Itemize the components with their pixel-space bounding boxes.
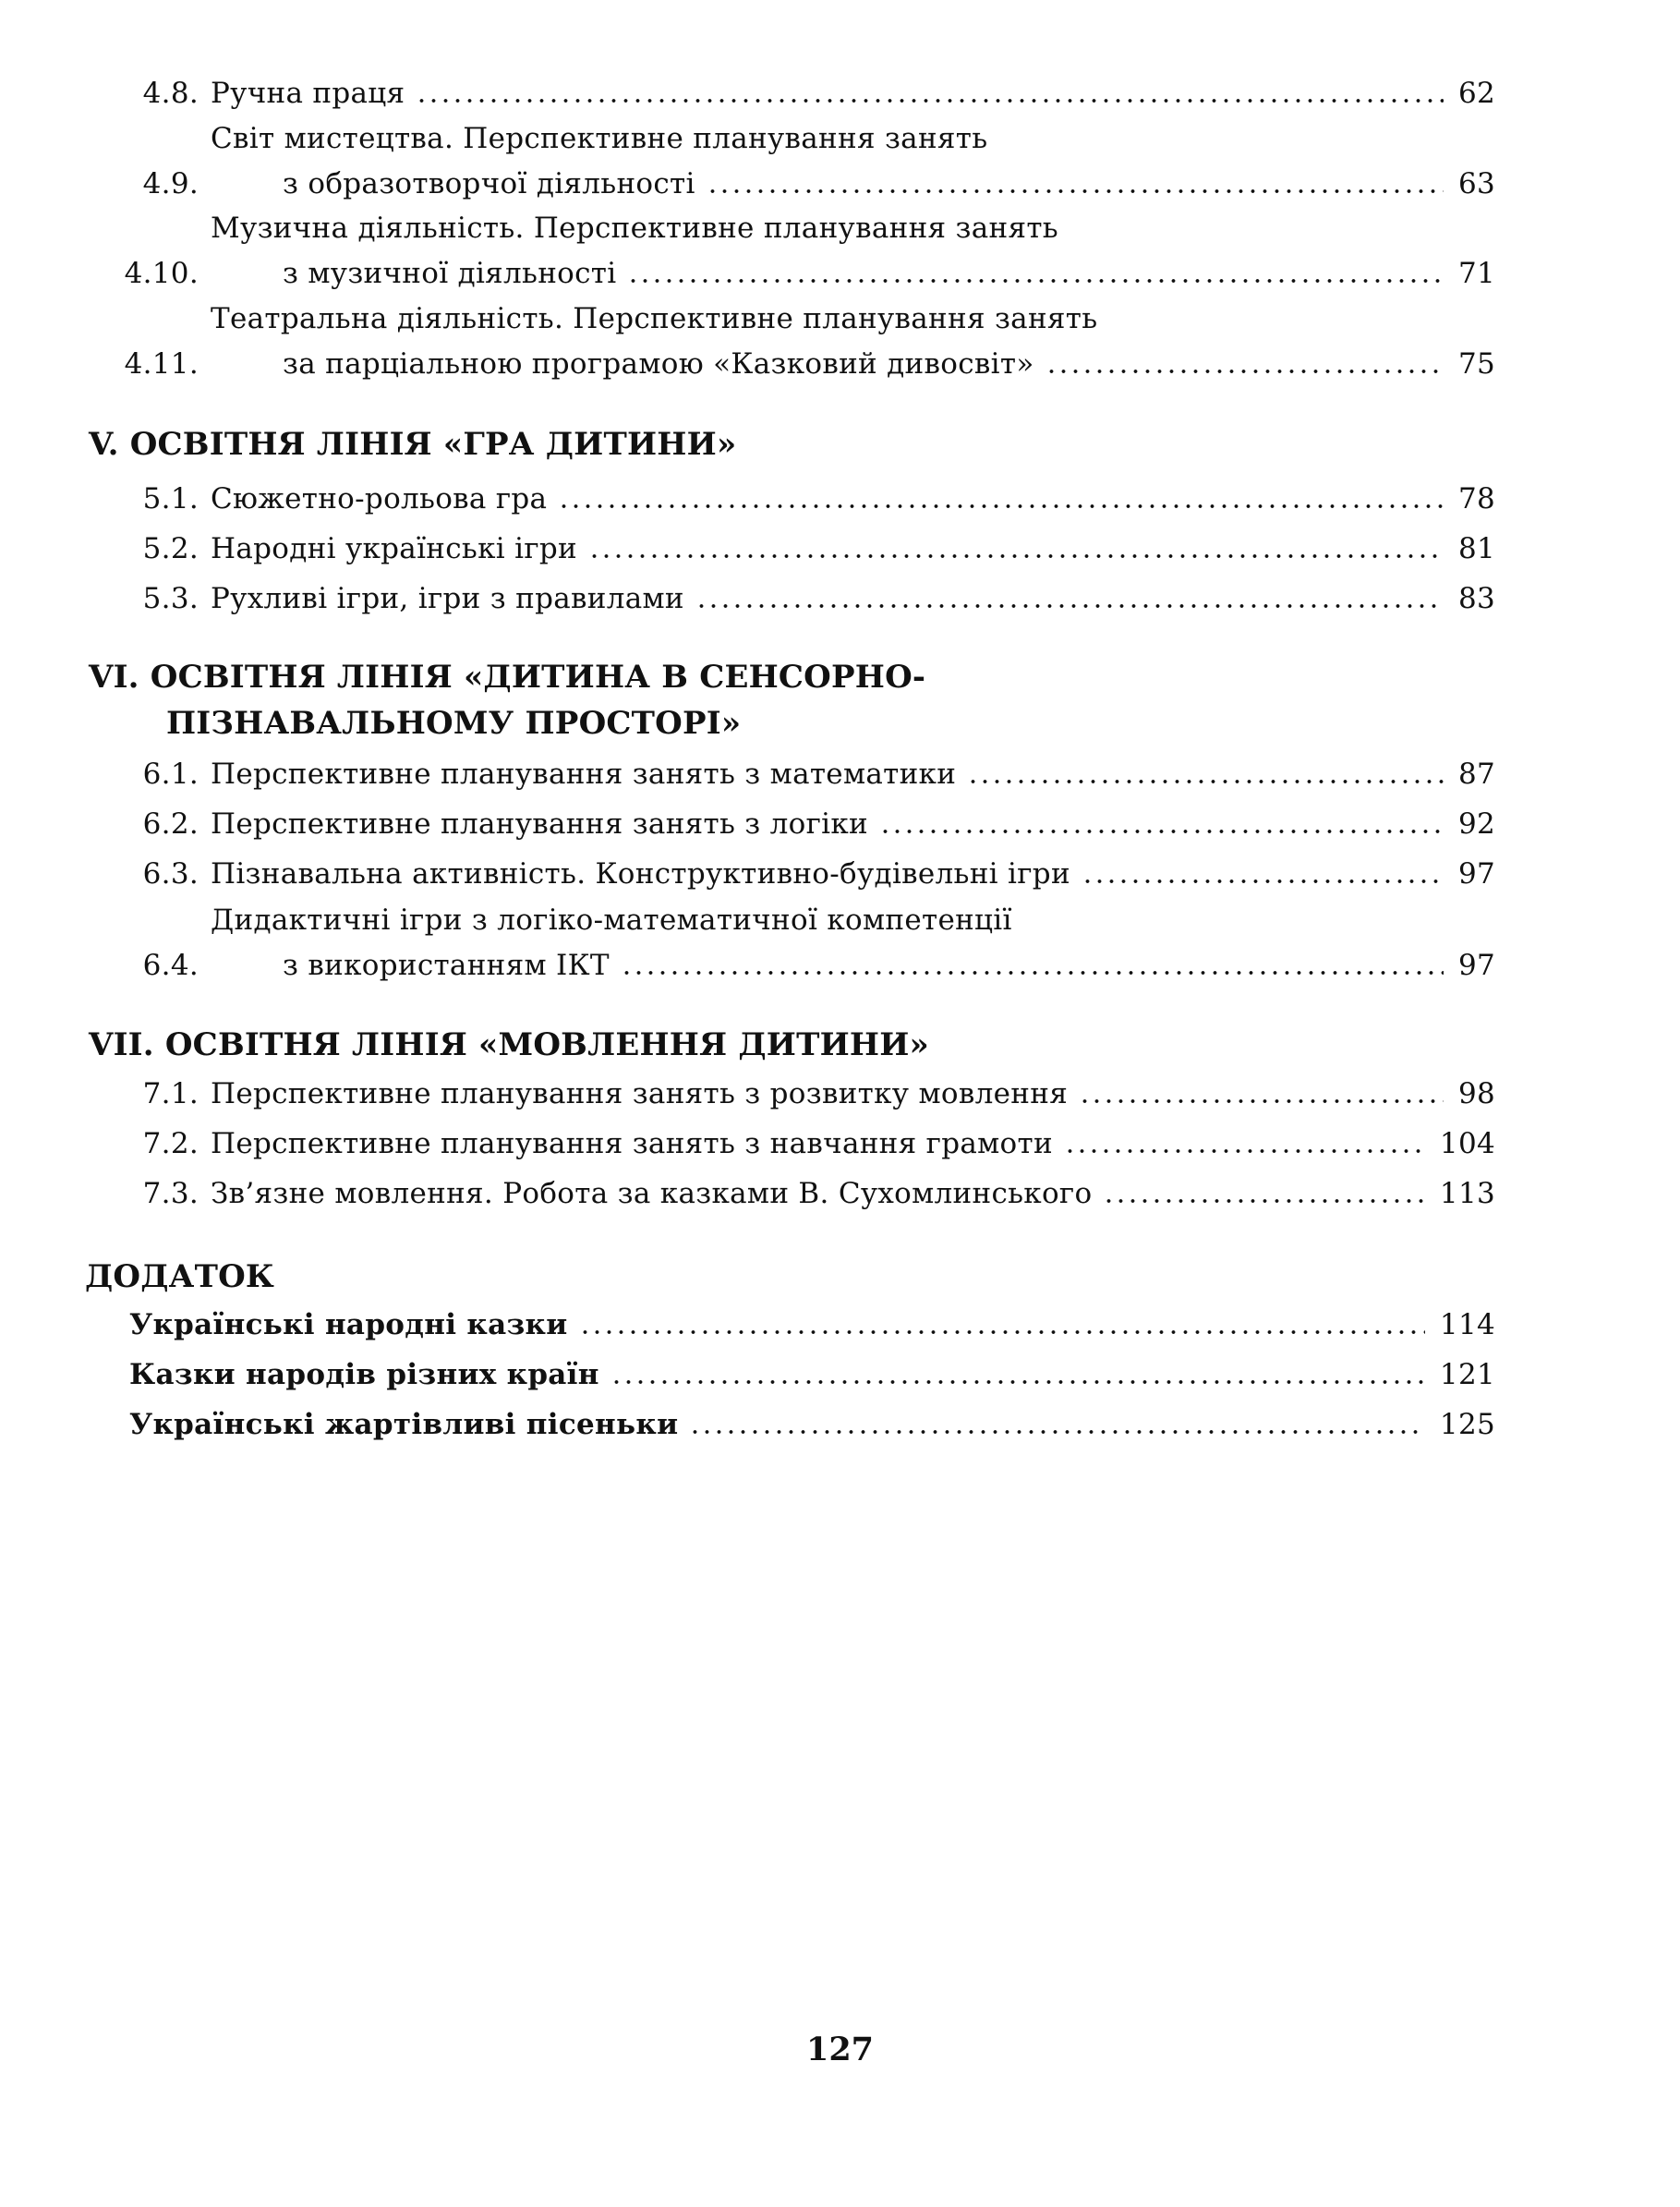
entry-title-line-2: за парціальною програмою «Казковий дивосвіт» bbox=[283, 347, 1034, 381]
section-heading-vii bbox=[89, 1022, 929, 1068]
entry-title: Перспективне планування занять з навчання грамоти bbox=[211, 1127, 1053, 1160]
entry-title-line-1: Театральна діяльність. Перспективне планування занять bbox=[211, 302, 1098, 335]
appendix-entry-tales-of-peoples bbox=[129, 1352, 1495, 1398]
page-number: 114 bbox=[1439, 1308, 1495, 1341]
toc-entry-7-1 bbox=[111, 1072, 1495, 1117]
entry-number: 5.2. bbox=[142, 532, 199, 565]
section-heading-v bbox=[89, 421, 736, 467]
toc-entry-4-11 bbox=[111, 297, 1495, 387]
entry-title: Перспективне планування занять з розвитку мовлення bbox=[211, 1077, 1069, 1110]
entry-number: 5.3. bbox=[142, 582, 199, 615]
section-title: ДОДАТОК bbox=[85, 1258, 275, 1295]
page-number: 75 bbox=[1457, 347, 1495, 381]
page-number: 87 bbox=[1457, 758, 1495, 791]
page-footer-number: 127 bbox=[805, 2031, 875, 2068]
entry-title: Сюжетно-рольова гра bbox=[211, 482, 548, 515]
toc-entry-6-4 bbox=[111, 898, 1495, 988]
toc-entry-5-2 bbox=[111, 527, 1495, 572]
entry-number: 6.3. bbox=[142, 857, 199, 891]
entry-number: 4.8. bbox=[142, 77, 199, 110]
toc-entry-4-9 bbox=[111, 116, 1495, 207]
appendix-entry-ukrainian-folk-tales bbox=[129, 1303, 1495, 1348]
dot-leader bbox=[610, 1380, 1425, 1384]
section-title-line-2: ПІЗНАВАЛЬНОМУ ПРОСТОРІ» bbox=[166, 705, 742, 742]
page-number: 62 bbox=[1457, 77, 1495, 110]
dot-leader bbox=[1045, 370, 1444, 373]
entry-title: Українські народні казки bbox=[129, 1308, 568, 1341]
page-number: 125 bbox=[1439, 1408, 1495, 1441]
entry-number: 4.9. bbox=[142, 167, 199, 200]
entry-title: Перспективне планування занять з логіки bbox=[211, 807, 868, 841]
entry-title-line-1: Дидактичні ігри з логіко-математичної компетенції bbox=[211, 903, 1012, 937]
dot-leader bbox=[689, 1430, 1425, 1434]
dot-leader bbox=[416, 99, 1444, 103]
toc-entry-4-10 bbox=[111, 206, 1495, 297]
toc-entry-7-2 bbox=[111, 1122, 1495, 1167]
toc-entry-7-3 bbox=[111, 1171, 1495, 1217]
dot-leader bbox=[621, 971, 1444, 975]
entry-number: 6.2. bbox=[142, 807, 199, 841]
entry-title: Зв’язне мовлення. Робота за казками В. Сухомлинського bbox=[211, 1177, 1093, 1210]
dot-leader bbox=[1082, 879, 1444, 883]
entry-number: 4.10. bbox=[124, 257, 199, 290]
dot-leader bbox=[1064, 1149, 1425, 1153]
page-number: 113 bbox=[1439, 1177, 1495, 1210]
toc-entry-5-3 bbox=[111, 576, 1495, 622]
entry-title-line-2: з образотворчої діяльності bbox=[283, 167, 695, 200]
entry-title: Перспективне планування занять з математики bbox=[211, 758, 957, 791]
entry-title-line-2: з музичної діяльності bbox=[283, 257, 617, 290]
dot-leader bbox=[579, 1330, 1425, 1334]
entry-number: 5.1. bbox=[142, 482, 199, 515]
entry-title-line-1: Музична діяльність. Перспективне планування занять bbox=[211, 212, 1058, 245]
page-number: 63 bbox=[1457, 167, 1495, 200]
dot-leader bbox=[1079, 1099, 1444, 1103]
page-number: 78 bbox=[1457, 482, 1495, 515]
entry-title-line-1: Світ мистецтва. Перспективне планування занять bbox=[211, 122, 988, 155]
entry-title: Ручна праця bbox=[211, 77, 405, 110]
dot-leader bbox=[1103, 1199, 1424, 1203]
entry-number: 7.2. bbox=[142, 1127, 199, 1160]
dot-leader bbox=[558, 504, 1444, 508]
entry-title-line-2: з використанням ІКТ bbox=[283, 949, 610, 982]
dot-leader bbox=[588, 554, 1444, 558]
page-number: 92 bbox=[1457, 807, 1495, 841]
section-heading-appendix bbox=[85, 1254, 274, 1300]
entry-title: Українські жартівливі пісеньки bbox=[129, 1408, 679, 1441]
entry-number: 7.3. bbox=[142, 1177, 199, 1210]
dot-leader bbox=[695, 604, 1444, 608]
entry-title: Казки народів різних країн bbox=[129, 1358, 599, 1391]
section-title-line-1: VI. ОСВІТНЯ ЛІНІЯ «ДИТИНА В СЕНСОРНО- bbox=[89, 659, 926, 696]
section-title: V. ОСВІТНЯ ЛІНІЯ «ГРА ДИТИНИ» bbox=[89, 426, 737, 463]
page-number: 81 bbox=[1457, 532, 1495, 565]
section-title: VII. ОСВІТНЯ ЛІНІЯ «МОВЛЕННЯ ДИТИНИ» bbox=[89, 1026, 930, 1063]
dot-leader bbox=[879, 830, 1444, 833]
page-number: 83 bbox=[1457, 582, 1495, 615]
page-number: 98 bbox=[1457, 1077, 1495, 1110]
entry-title: Пізнавальна активність. Конструктивно-будівельні ігри bbox=[211, 857, 1070, 891]
appendix-entry-humorous-songs bbox=[129, 1402, 1495, 1448]
toc-entry-6-3 bbox=[111, 852, 1495, 897]
entry-number: 7.1. bbox=[142, 1077, 199, 1110]
entry-number: 4.11. bbox=[124, 347, 199, 381]
toc-entry-6-2 bbox=[111, 802, 1495, 847]
entry-title: Народні українські ігри bbox=[211, 532, 578, 565]
page-number: 97 bbox=[1457, 857, 1495, 891]
dot-leader bbox=[707, 189, 1444, 193]
dot-leader bbox=[627, 279, 1444, 283]
page-number: 121 bbox=[1439, 1358, 1495, 1391]
dot-leader bbox=[967, 780, 1444, 783]
page-number: 97 bbox=[1457, 949, 1495, 982]
toc-entry-4-8 bbox=[111, 71, 1495, 116]
page-number: 104 bbox=[1439, 1127, 1495, 1160]
entry-number: 6.1. bbox=[142, 758, 199, 791]
toc-entry-6-1 bbox=[111, 752, 1495, 797]
entry-number: 6.4. bbox=[142, 949, 199, 982]
toc-entry-5-1 bbox=[111, 477, 1495, 522]
page-number: 71 bbox=[1457, 257, 1495, 290]
entry-title: Рухливі ігри, ігри з правилами bbox=[211, 582, 684, 615]
section-heading-vi bbox=[89, 654, 925, 746]
